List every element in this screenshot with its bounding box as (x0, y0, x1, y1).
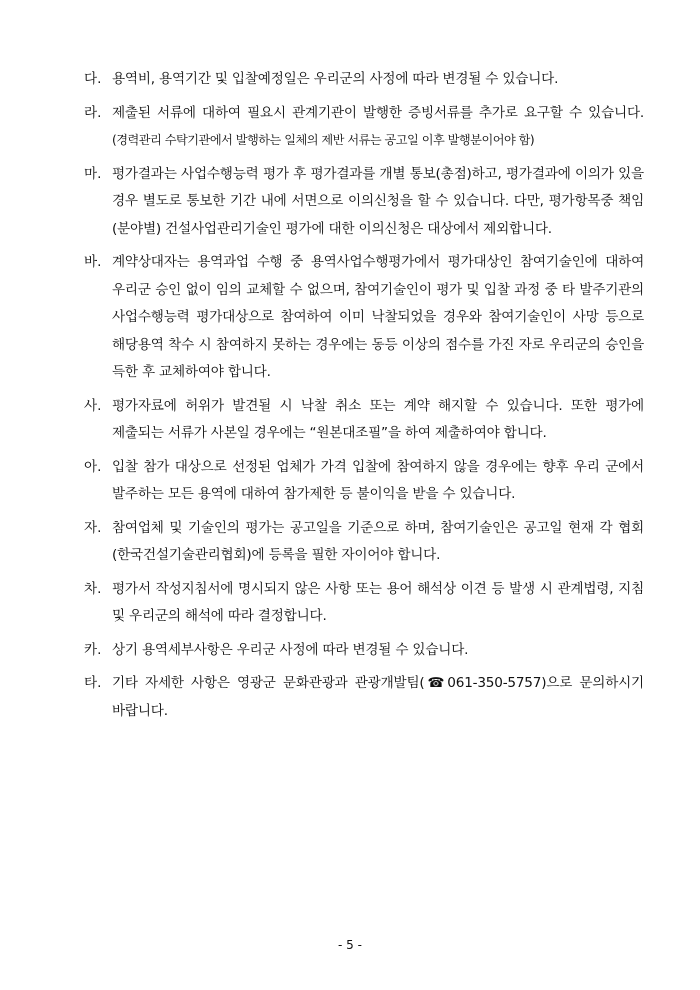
item-marker: 라. (84, 104, 102, 121)
item-marker: 차. (84, 580, 102, 597)
item-text: 평가자료에 허위가 발견될 시 낙찰 취소 또는 계약 해지할 수 있습니다. 또한 평가에 제출되는 서류가 사본일 경우에는 “원본대조필”을 하여 제출하여야 합니다. (112, 397, 644, 441)
item-note: (경력관리 수탁기관에서 발행하는 일체의 제반 서류는 공고일 이후 발행분이어야 함) (112, 133, 535, 147)
list-item (84, 515, 644, 570)
item-text: 평가서 작성지침서에 명시되지 않은 사항 또는 용어 해석상 이견 등 발생 시 관계법령, 지침 및 우리군의 해석에 따라 결정합니다. (112, 580, 644, 624)
item-text: 계약상대자는 용역과업 수행 중 용역사업수행평가에서 평가대상인 참여기술인에 대하여 우리군 승인 없이 임의 교체할 수 없으며, 참여기술인이 평가 및 입찰 과정 중 타 발주기관의 사업수행능력 평가대상으로 참여하여 이미 낙찰되었을 경우와 참여기술인이 사망 등으로 해당용역 착수 시 참여하지 못하는 경우에는 동등 이상의 점수를 가진 자로 우리군의 승인을 득한 후 교체하여야 합니다. (112, 254, 644, 380)
list-item (84, 393, 644, 448)
item-text: 참여업체 및 기술인의 평가는 공고일을 기준으로 하며, 참여기술인은 공고일 현재 각 협회(한국건설기술관리협회)에 등록을 필한 자이어야 합니다. (112, 519, 644, 563)
item-body (112, 100, 644, 155)
list-item (84, 66, 644, 94)
list-item (84, 670, 644, 725)
list-item (84, 454, 644, 509)
item-text: 평가결과는 사업수행능력 평가 후 평가결과를 개별 통보(총점)하고, 평가결과에 이의가 있을 경우 별도로 통보한 기간 내에 서면으로 이의신청을 할 수 있습니다. 다만, 평가항목중 책임(분야별) 건설사업관리기술인 평가에 대한 이의신청은 대상에서 제외합니다. (112, 165, 644, 237)
item-marker: 마. (84, 165, 102, 182)
item-text: 기타 자세한 사항은 영광군 문화관광과 관광개발팀(☎061-350-5757)으로 문의하시기 바랍니다. (112, 675, 644, 719)
notice-list (84, 66, 644, 731)
item-marker: 타. (84, 675, 102, 691)
item-text: 입찰 참가 대상으로 선정된 업체가 가격 입찰에 참여하지 않을 경우에는 향후 우리 군에서 발주하는 모든 용역에 대하여 참가제한 등 불이익을 받을 수 있습니다. (112, 458, 644, 502)
item-marker: 사. (84, 397, 102, 414)
list-item (84, 576, 644, 631)
item-marker: 아. (84, 458, 102, 475)
page-number: - 5 - (338, 938, 362, 952)
item-marker: 자. (84, 519, 102, 536)
item-text: 상기 용역세부사항은 우리군 사정에 따라 변경될 수 있습니다. (112, 641, 469, 658)
item-marker: 다. (84, 71, 102, 87)
item-marker: 바. (84, 254, 102, 270)
list-item (84, 100, 644, 155)
item-marker: 카. (84, 641, 102, 658)
item-text: 제출된 서류에 대하여 필요시 관계기관이 발행한 증빙서류를 추가로 요구할 수 있습니다. (112, 104, 644, 121)
list-item (84, 637, 644, 665)
item-text: 용역비, 용역기간 및 입찰예정일은 우리군의 사정에 따라 변경될 수 있습니다. (112, 71, 559, 87)
list-item (84, 249, 644, 387)
list-item (84, 161, 644, 244)
